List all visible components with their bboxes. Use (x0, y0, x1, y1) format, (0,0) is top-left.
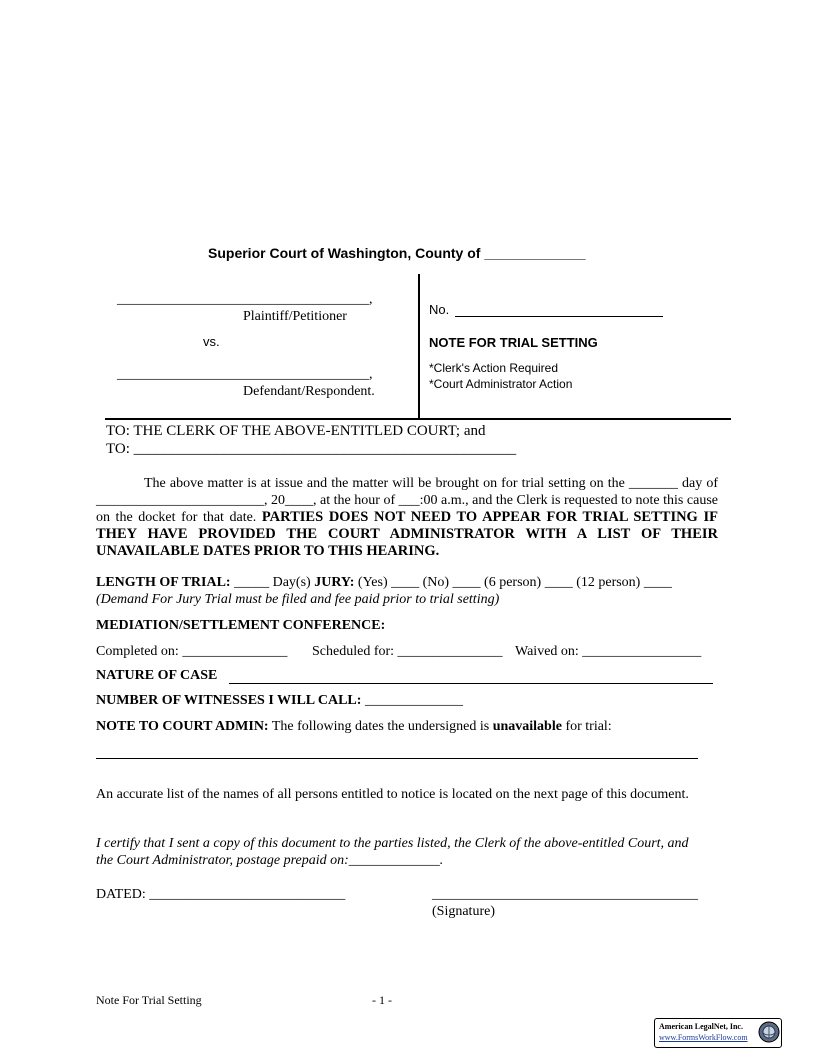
vs-label: vs. (203, 334, 220, 349)
parties-notice-text: PARTIES DOES NOT NEED TO APPEAR FOR TRIAL SETTING IF THEY HAVE PROVIDED THE COURT ADMINISTRATOR WITH A LIST OF THEIR UNAVAILABLE DATES PRIOR TO THIS HEARING. (96, 509, 719, 559)
admin-note-label: NOTE TO COURT ADMIN: (96, 719, 269, 734)
admin-action-note: *Court Administrator Action (429, 377, 573, 391)
witnesses-label: NUMBER OF WITNESSES I WILL CALL: (96, 693, 362, 708)
jury-options[interactable]: (Yes) ____ (No) ____ (6 person) ____ (12 person) ____ (354, 575, 672, 590)
admin-note-text-pre: The following dates the undersigned is (268, 719, 493, 734)
certify-line-1: I certify that I sent a copy of this document to the parties listed, the Clerk of the above-entitled Court, and (96, 836, 689, 851)
footer-page-number: - 1 - (372, 993, 392, 1007)
length-of-trial-label: LENGTH OF TRIAL: (96, 575, 231, 590)
caption-horizontal-rule (105, 418, 731, 420)
witnesses-field[interactable]: ______________ (361, 693, 463, 708)
trial-setting-text: The above matter is at issue and the matter will be brought on for trial setting on the _______ day of ________________________, 20____, at the hour of ___:00 a.m., and the Clerk is requested to note this cause on the docket for that date. (96, 476, 718, 525)
case-number-label: No. (429, 302, 450, 317)
signature-label: (Signature) (432, 904, 495, 919)
length-of-trial-row (96, 575, 672, 591)
to-clerk-line: TO: THE CLERK OF THE ABOVE-ENTITLED COURT; and (106, 423, 486, 439)
plaintiff-label: Plaintiff/Petitioner (243, 309, 347, 324)
admin-note-unavailable: unavailable (492, 719, 562, 734)
nature-of-case-field[interactable] (229, 683, 713, 684)
court-title: Superior Court of Washington, County of _____________ (208, 245, 586, 261)
witnesses-row (96, 693, 463, 709)
mediation-heading: MEDIATION/SETTLEMENT CONFERENCE: (96, 618, 386, 633)
unavailable-dates-field[interactable] (96, 758, 698, 759)
jury-label: JURY: (314, 575, 355, 590)
mediation-waived-field[interactable]: Waived on: _________________ (515, 644, 702, 659)
notice-statement: An accurate list of the names of all persons entitled to notice is located on the next page of this document. (96, 787, 689, 802)
certify-line-2[interactable]: the Court Administrator, postage prepaid on:_____________. (96, 853, 444, 868)
case-number-field[interactable] (455, 316, 663, 317)
admin-note-text-post: for trial: (561, 719, 612, 734)
clerk-action-note: *Clerk's Action Required (429, 361, 559, 375)
brand-name: American LegalNet, Inc. (659, 1022, 743, 1031)
mediation-completed-field[interactable]: Completed on: _______________ (96, 644, 288, 659)
to-party-line[interactable]: TO: ___________________________________________________ (106, 441, 517, 457)
defendant-name-line[interactable]: ____________________________________, (117, 367, 373, 382)
mediation-scheduled-field[interactable]: Scheduled for: _______________ (312, 644, 503, 659)
nature-of-case-label: NATURE OF CASE (96, 668, 218, 683)
brand-badge[interactable] (654, 1018, 782, 1048)
trial-setting-paragraph (96, 475, 718, 560)
footer-form-name: Note For Trial Setting (96, 993, 202, 1007)
caption-vertical-rule (418, 274, 420, 419)
plaintiff-name-line[interactable]: ____________________________________, (117, 292, 373, 307)
jury-demand-note: (Demand For Jury Trial must be filed and fee paid prior to trial setting) (96, 592, 500, 607)
dated-field[interactable]: DATED: ____________________________ (96, 887, 346, 902)
defendant-label: Defendant/Respondent. (243, 384, 375, 399)
trial-days-field[interactable]: _____ Day(s) (230, 575, 315, 590)
signature-field[interactable]: ______________________________________ (432, 887, 698, 902)
globe-icon (758, 1021, 780, 1043)
admin-note-row (96, 719, 612, 735)
form-title: NOTE FOR TRIAL SETTING (429, 335, 598, 350)
brand-url[interactable]: www.FormsWorkFlow.com (659, 1033, 748, 1042)
